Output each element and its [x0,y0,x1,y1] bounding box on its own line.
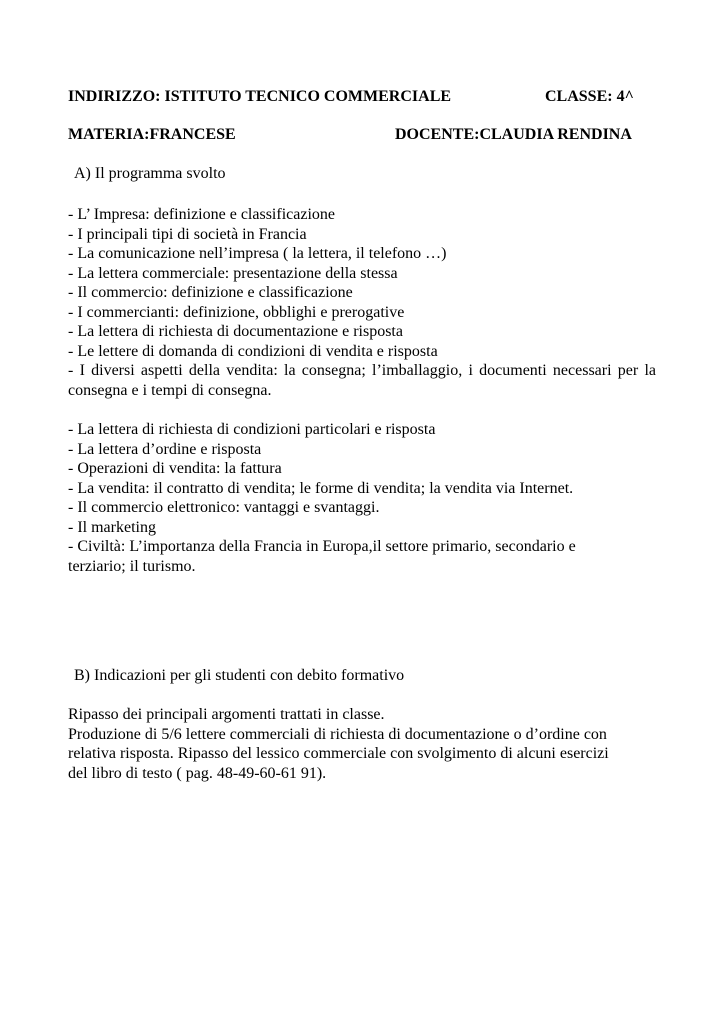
paragraph-line: Ripasso dei principali argomenti trattati in classe. [68,706,385,723]
list-item: - La lettera di richiesta di condizioni particolari e risposta [68,421,436,438]
indirizzo-label: INDIRIZZO: ISTITUTO TECNICO COMMERCIALE [68,88,452,105]
list-item: - La comunicazione nell’impresa ( la lettera, il telefono …) [68,245,447,262]
list-item: - Operazioni di vendita: la fattura [68,460,282,477]
paragraph-line: Produzione di 5/6 lettere commerciali di richiesta di documentazione o d’ordine con [68,725,607,743]
list-item: - La lettera di richiesta di documentazione e risposta [68,323,403,340]
list-item: - I principali tipi di società in Francia [68,225,307,243]
section-b-title: B) Indicazioni per gli studenti con debito formativo [74,667,405,684]
section-a-title: A) Il programma svolto [74,165,226,182]
header-row-2 [68,125,656,145]
list-item: - Le lettere di domanda di condizioni di vendita e risposta [68,342,438,360]
list-item: - L’ Impresa: definizione e classificazione [68,206,335,223]
docente-label: DOCENTE:CLAUDIA RENDINA [395,126,632,143]
header-row-1 [68,87,656,107]
list-item: - La lettera d’ordine e risposta [68,440,262,458]
list-item: - Civiltà: L’importanza della Francia in Europa,il settore primario, secondario e [68,538,576,555]
paragraph-line: relativa risposta. Ripasso del lessico commerciale con svolgimento di alcuni esercizi [68,745,609,762]
debito-paragraph [68,705,656,783]
list-item: - I diversi aspetti della vendita: la consegna; l’imballaggio, i documenti necessari per la consegna e i tempi di consegna. [68,362,656,399]
materia-label: MATERIA:FRANCESE [68,126,236,143]
list-item: - Il commercio: definizione e classificazione [68,284,353,301]
list-item: - Il marketing [68,518,156,536]
list-item: terziario; il turismo. [68,557,196,575]
list-item: - I commercianti: definizione, obblighi e prerogative [68,303,405,321]
list-item: - La lettera commerciale: presentazione della stessa [68,264,398,282]
paragraph-line: del libro di testo ( pag. 48-49-60-61 91). [68,764,327,782]
classe-label: CLASSE: 4^ [545,88,634,105]
program-list-2 [68,420,656,576]
list-item: - Il commercio elettronico: vantaggi e svantaggi. [68,499,380,516]
document-page [68,0,656,1024]
list-item: - La vendita: il contratto di vendita; le forme di vendita; la vendita via Internet. [68,479,574,497]
program-list-1 [68,205,656,400]
